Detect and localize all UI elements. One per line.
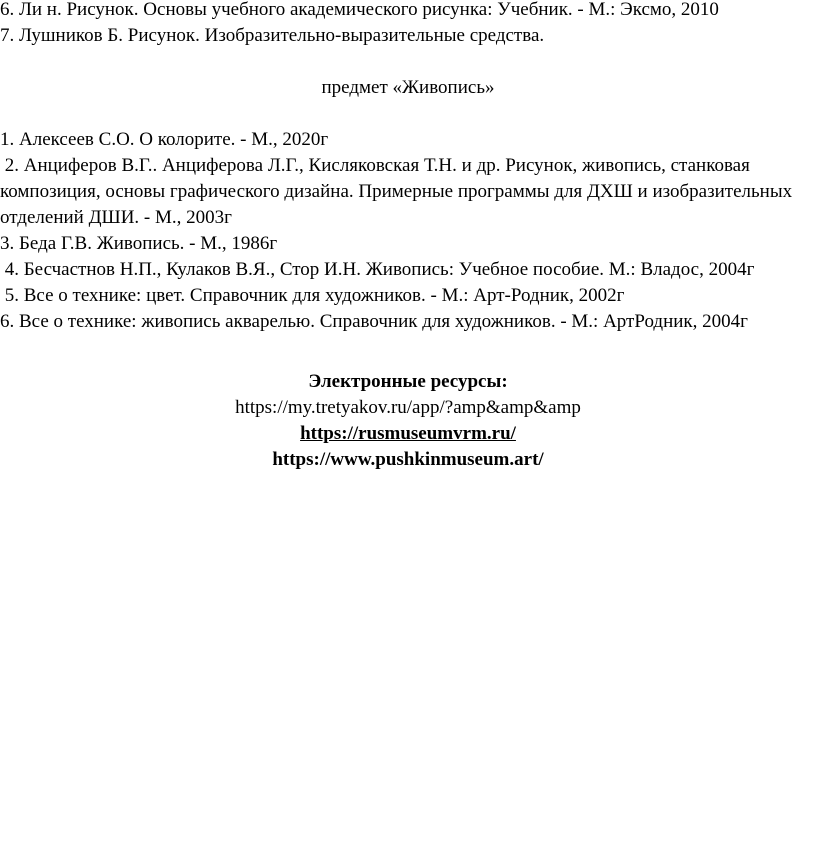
painting-reference-3: 3. Беда Г.В. Живопись. - М., 1986г xyxy=(0,233,278,254)
resources-heading: Электронные ресурсы: xyxy=(308,371,508,392)
resource-link-rusmuseum-text[interactable]: https://rusmuseumvrm.ru/ xyxy=(300,423,516,444)
spacer xyxy=(0,335,816,369)
spacer xyxy=(0,101,816,127)
resource-link-pushkinmuseum[interactable]: https://www.pushkinmuseum.art/ xyxy=(272,449,544,470)
painting-reference-2: 2. Анциферов В.Г.. Анциферова Л.Г., Кисляковская Т.Н. и др. Рисунок, живопись, станковая композиция, основы графического дизайна. Примерные программы для ДХШ и изобразительных отделений ДШИ. - М., 2003г xyxy=(0,155,797,228)
painting-reference-4: 4. Бесчастнов Н.П., Кулаков В.Я., Стор И.Н. Живопись: Учебное пособие. М.: Владос, 2004г xyxy=(0,259,755,280)
painting-reference-5: 5. Все о технике: цвет. Справочник для художников. - М.: Арт-Родник, 2002г xyxy=(0,285,625,306)
resource-link-rusmuseum[interactable] xyxy=(0,421,816,447)
spacer xyxy=(0,49,816,75)
painting-reference-6: 6. Все о технике: живопись акварелью. Справочник для художников. - М.: АртРодник, 2004г xyxy=(0,311,748,332)
reference-6-drawing: 6. Ли н. Рисунок. Основы учебного академического рисунка: Учебник. - М.: Эксмо, 2010 xyxy=(0,0,719,20)
resource-link-tretyakov[interactable]: https://my.tretyakov.ru/app/?amp&amp&amp xyxy=(235,397,581,418)
electronic-resources xyxy=(0,369,816,473)
painting-reference-1: 1. Алексеев С.О. О колорите. - М., 2020г xyxy=(0,129,329,150)
section-title: предмет «Живопись» xyxy=(321,77,495,98)
reference-7-drawing: 7. Лушников Б. Рисунок. Изобразительно-выразительные средства. xyxy=(0,25,545,46)
